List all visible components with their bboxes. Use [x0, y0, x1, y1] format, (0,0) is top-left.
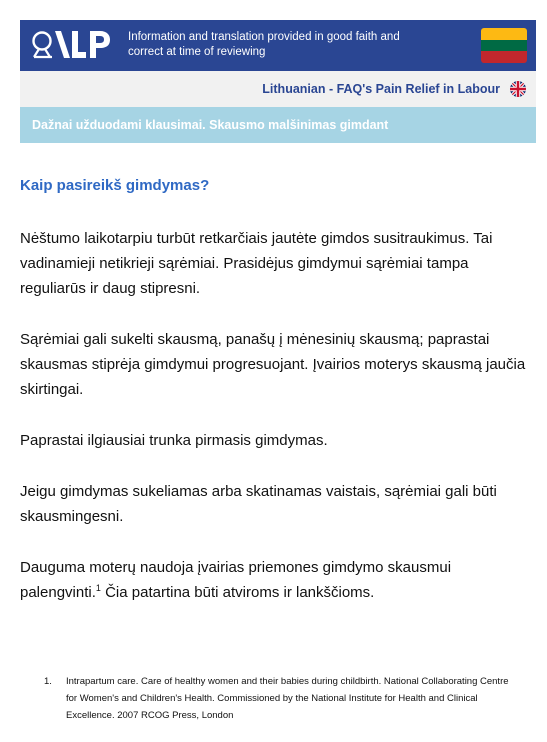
footnote [44, 673, 514, 724]
paragraph: Sąrėmiai gali sukelti skausmą, panašų į mėnesinių skausmą; paprastai skausmas stiprėja gimdymui progresuojant. Įvairios moterys skausmą jaučia skirtingai. [20, 331, 526, 398]
uk-flag-icon [510, 81, 526, 97]
paragraph-text: Čia patartina būti atviroms ir lankščioms. [105, 584, 375, 601]
subtitle-bar [20, 107, 536, 143]
disclaimer-text: Information and translation provided in good faith and correct at time of reviewing [128, 31, 400, 58]
paragraph: Jeigu gimdymas sukeliamas arba skatinamas vaistais, sąrėmiai gali būti skausmingesni. [20, 483, 497, 525]
footnote-ref[interactable]: 1 [95, 583, 101, 593]
paragraph [20, 555, 532, 605]
section-heading: Kaip pasireikš gimdymas? [20, 177, 210, 194]
lithuania-flag-icon [481, 28, 527, 63]
ol-lp-logo-icon [30, 27, 115, 64]
header-band [20, 20, 536, 71]
title-bar [20, 71, 536, 107]
document-title: Lithuanian - FAQ's Pain Relief in Labour [262, 82, 500, 96]
paragraph: Paprastai ilgiausiai trunka pirmasis gimdymas. [20, 432, 328, 449]
paragraph: Nėštumo laikotarpiu turbūt retkarčiais jautėte gimdos susitraukimus. Tai vadinamieji netikrieji sąrėmiai. Prasidėjus gimdymui sąrėmiai tampa reguliarūs ir daug stipresni. [20, 230, 493, 297]
main-content [20, 176, 532, 631]
paragraph-text: Dauguma moterų naudoja įvairias priemones gimdymo skausmui palengvinti. [20, 559, 452, 601]
subtitle-text: Dažnai užduodami klausimai. Skausmo malšinimas gimdant [32, 118, 389, 132]
footnote-number: 1. [44, 676, 52, 687]
footnote-text: Intrapartum care. Care of healthy women and their babies during childbirth. National Collaborating Centre for Women's and Children's Health. Commissioned by the National Institute for Health and Clinical Excellence. 2007 RCOG Press, London [66, 676, 509, 721]
